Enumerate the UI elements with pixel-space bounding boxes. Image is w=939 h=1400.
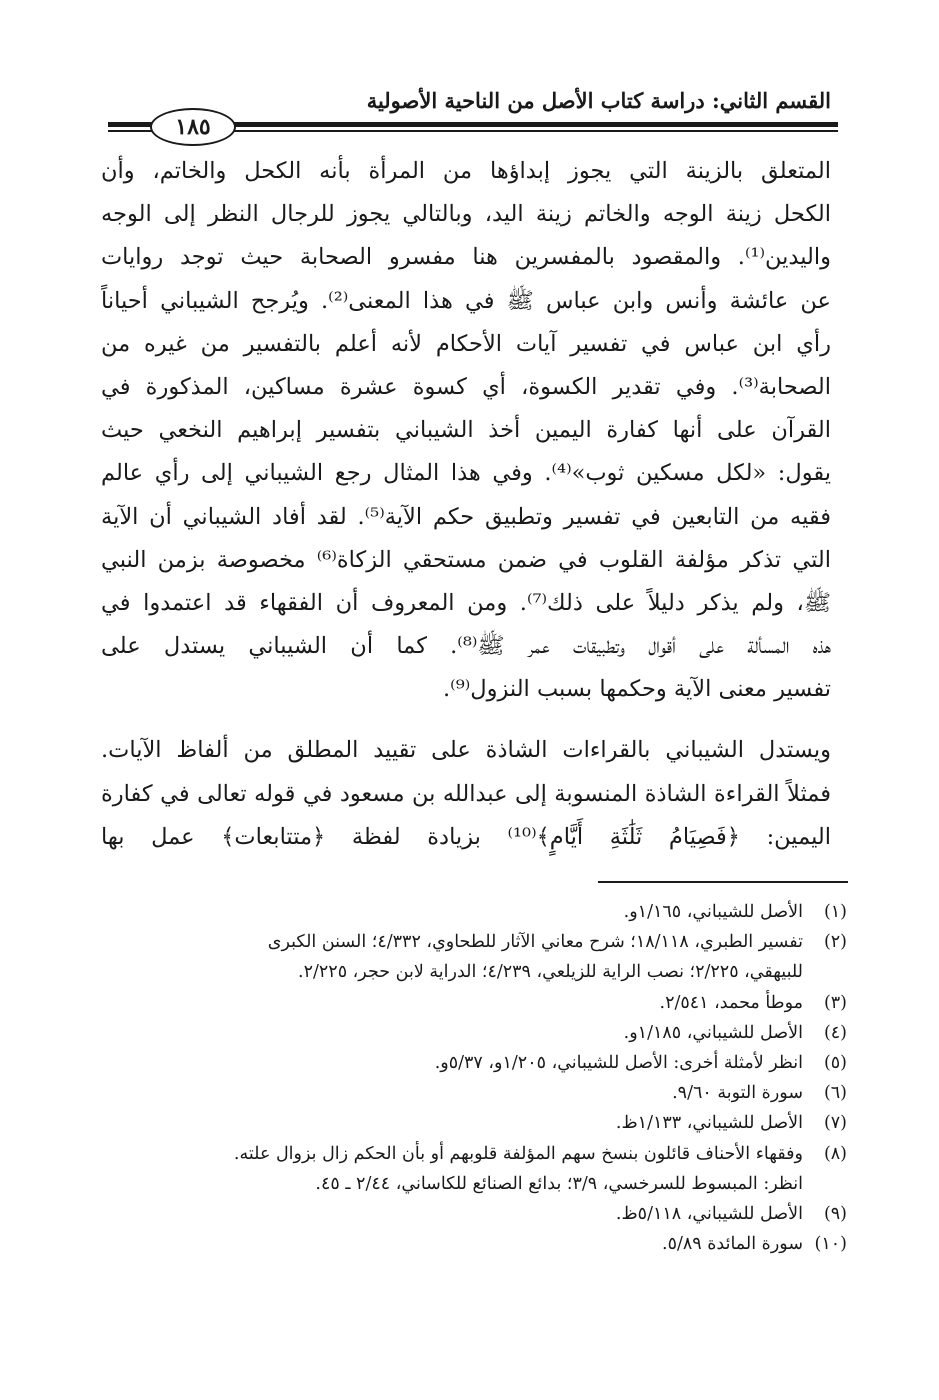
text-line: الكحل زينة الوجه والخاتم زينة اليد، وبالتالي يجوز للرجال النظر إلى الوجه	[101, 201, 831, 228]
page-number: ١٨٥	[150, 108, 236, 146]
footnote-text: الأصل للشيباني، ١/١٨٥و.	[623, 1022, 803, 1043]
footnote	[95, 897, 847, 927]
footnote	[95, 1199, 847, 1229]
footnote-separator	[598, 881, 848, 883]
footnote	[95, 1018, 847, 1048]
footnote-text: تفسير الطبري، ١٨/١١٨؛ شرح معاني الآثار للطحاوي، ٤/٣٣٢؛ السنن الكبرى	[267, 932, 803, 953]
footnote-number: (٦)	[823, 1083, 847, 1104]
text-line: فمثلاً القراءة الشاذة المنسوبة إلى عبدالله بن مسعود في قوله تعالى في كفارة	[101, 780, 831, 807]
footnote-number: (٨)	[823, 1143, 847, 1164]
text-line: واليدين⁽¹⁾. والمقصود بالمفسرين هنا مفسرو الصحابة حيث توجد روايات	[101, 244, 831, 271]
text-line: التي تذكر مؤلفة القلوب في ضمن مستحقي الزكاة⁽⁶⁾ مخصوصة بزمن النبي	[101, 546, 831, 573]
footnote-text: الأصل للشيباني، ١/١٣٣ظ.	[615, 1113, 803, 1134]
footnote-text: سورة التوبة ٩/٦٠.	[672, 1083, 803, 1104]
footnote-number: (٤)	[823, 1022, 847, 1043]
footnote-text: الأصل للشيباني، ٥/١١٨ظ.	[615, 1204, 803, 1225]
footnote	[95, 1048, 847, 1078]
footnote	[95, 1139, 847, 1199]
footnote-number: (٩)	[823, 1204, 847, 1225]
text-line: يقول: «لكل مسكين ثوب»⁽⁴⁾. وفي هذا المثال رجع الشيباني إلى رأي عالم	[101, 460, 831, 487]
footnote	[95, 1108, 847, 1138]
text-line: فقيه من التابعين في تفسير وتطبيق حكم الآية⁽⁵⁾. لقد أفاد الشيباني أن الآية	[101, 503, 831, 530]
footnotes	[95, 897, 847, 1259]
footnote	[95, 1078, 847, 1108]
footnote-text: وفقهاء الأحناف قائلون بنسخ سهم المؤلفة قلوبهم أو بأن الحكم زال بزوال علته.	[233, 1143, 803, 1164]
text-line: الصحابة⁽³⁾. وفي تقدير الكسوة، أي كسوة عشرة مساكين، المذكورة في	[101, 373, 831, 400]
text-line: تفسير معنى الآية وحكمها بسبب النزول⁽⁹⁾.	[443, 676, 831, 703]
text-line: القرآن على أنها كفارة اليمين أخذ الشيباني بتفسير إبراهيم النخعي حيث	[101, 417, 831, 444]
text-line: عن عائشة وأنس وابن عباس ﷺ في هذا المعنى⁽²⁾. ويُرجح الشيباني أحياناً	[101, 287, 831, 314]
footnote	[95, 988, 847, 1018]
footnote-text: انظر: المبسوط للسرخسي، ٣/٩؛ بدائع الصنائع للكاساني، ٢/٤٤ ـ ٤٥.	[315, 1173, 803, 1194]
footnote-text: سورة المائدة ٥/٨٩.	[661, 1234, 803, 1255]
footnote-number: (٣)	[823, 992, 847, 1013]
footnote	[95, 1229, 847, 1259]
footnote-number: (١٠)	[814, 1234, 847, 1255]
text-line: رأي ابن عباس في تفسير آيات الأحكام لأنه أعلم بالتفسير من غيره من	[101, 330, 831, 357]
footnote-number: (١)	[823, 902, 847, 922]
text-line: ﷺ، ولم يذكر دليلاً على ذلك⁽⁷⁾. ومن المعروف أن الفقهاء قد اعتمدوا في	[101, 589, 831, 616]
text-line: المتعلق بالزينة التي يجوز إبداؤها من المرأة بأنه الكحل والخاتم، وأن	[101, 158, 831, 184]
footnote-number: (٢)	[823, 932, 847, 953]
footnote-text: انظر لأمثلة أخرى: الأصل للشيباني، ١/٢٠٥و، ٥/٣٧و.	[434, 1053, 803, 1074]
footnote-number: (٥)	[823, 1053, 847, 1074]
footnote-number: (٧)	[823, 1113, 847, 1134]
body-text	[101, 150, 831, 859]
footnote	[95, 927, 847, 987]
text-line: اليمين: ﴿فَصِيَامُ ثَلَٰثَةِ أَيَّامٍ﴾⁽¹⁰⁾ بزيادة لفظة ﴿متتابعات﴾ عمل بها	[101, 823, 831, 850]
footnote-text: للبيهقي، ٢/٢٢٥؛ نصب الراية للزيلعي، ٤/٢٣٩؛ الدراية لابن حجر، ٢/٢٢٥.	[298, 962, 803, 983]
text-line: هذه المسألة على أقوال وتطبيقات عمر ﷺ⁽⁸⁾. كما أن الشيباني يستدل على	[101, 633, 831, 660]
running-header: القسم الثاني: دراسة كتاب الأصل من الناحية الأصولية	[366, 88, 831, 113]
footnote-text: موطأ محمد، ٢/٥٤١.	[659, 992, 803, 1013]
footnote-text: الأصل للشيباني، ١/١٦٥و.	[623, 902, 803, 922]
text-line: ويستدل الشيباني بالقراءات الشاذة على تقييد المطلق من ألفاظ الآيات.	[101, 737, 831, 764]
